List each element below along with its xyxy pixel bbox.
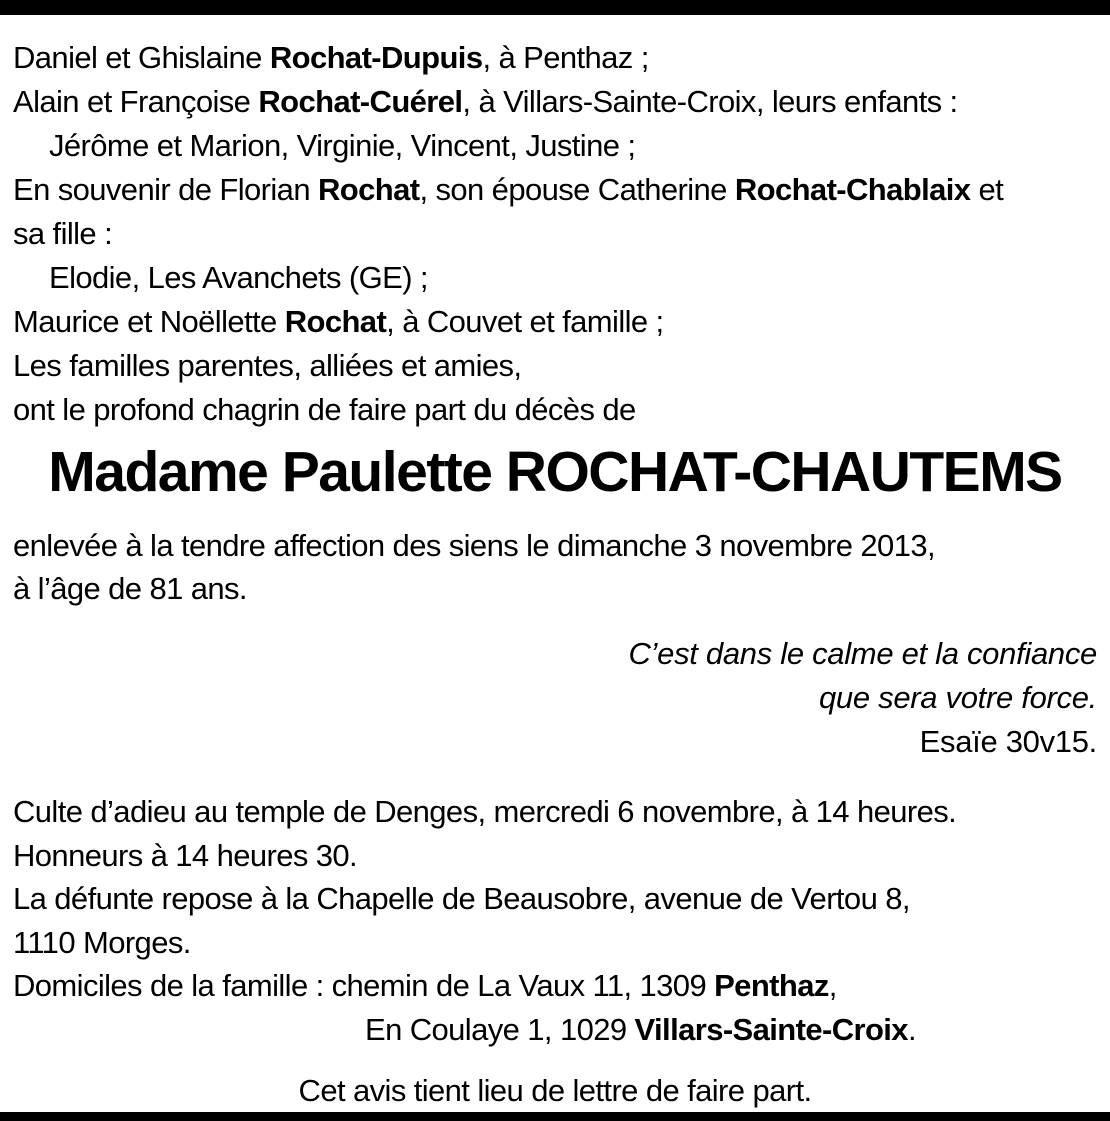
notice-content	[13, 15, 1097, 1113]
text-segment-bold: Rochat-Cuérel	[258, 84, 463, 119]
closing-line: Cet avis tient lieu de lettre de faire part.	[298, 1073, 812, 1108]
text-segment: , à Couvet et famille ;	[386, 304, 664, 339]
text-segment-bold: Rochat-Chablaix	[734, 172, 971, 207]
notice-line	[13, 36, 1097, 80]
text-segment: .	[907, 1011, 916, 1047]
text-segment: 1110 Morges.	[13, 924, 191, 960]
notice-line	[13, 964, 1097, 1008]
notice-line	[13, 632, 1097, 676]
verse-reference: Esaïe 30v15.	[919, 724, 1097, 759]
ceremony-details-lines	[13, 790, 1097, 1051]
text-segment: Maurice et Noëllette	[13, 304, 285, 339]
text-segment: , à Villars-Sainte-Croix, leurs enfants :	[462, 84, 958, 119]
notice-line	[13, 834, 1097, 878]
text-segment: à l’âge de 81 ans.	[13, 571, 247, 606]
text-segment: C’est dans le calme et la confiance	[628, 636, 1097, 671]
notice-line	[13, 524, 1097, 567]
notice-line	[13, 300, 1097, 344]
notice-line	[13, 1008, 1097, 1052]
text-segment: et	[970, 172, 1004, 207]
text-segment: , à Penthaz ;	[482, 40, 649, 75]
notice-line	[13, 256, 1097, 300]
notice-line	[13, 921, 1097, 965]
text-segment-bold: Villars-Sainte-Croix	[634, 1011, 908, 1047]
text-segment: En souvenir de Florian	[13, 172, 318, 207]
text-segment-bold: Rochat	[284, 304, 387, 339]
text-segment-bold: Penthaz	[714, 968, 829, 1003]
notice-line	[13, 790, 1097, 834]
text-segment: Alain et Françoise	[13, 84, 259, 119]
text-segment: ,	[828, 968, 837, 1003]
notice-line	[13, 877, 1097, 921]
text-segment: Elodie, Les Avanchets (GE) ;	[49, 260, 428, 295]
text-segment: En Coulaye 1, 1029	[365, 1011, 635, 1047]
text-segment: Les familles parentes, alliées et amies,	[13, 348, 522, 383]
text-segment: ont le profond chagrin de faire part du décès de	[13, 392, 636, 427]
notice-line	[13, 388, 1097, 432]
notice-line	[13, 124, 1097, 168]
text-segment: , son épouse Catherine	[419, 172, 735, 207]
deceased-name-title: Madame Paulette ROCHAT-CHAUTEMS	[48, 440, 1062, 504]
family-intro-lines	[13, 36, 1097, 432]
notice-line	[13, 168, 1097, 212]
text-segment: sa fille :	[13, 216, 113, 251]
death-announcement-lines	[13, 524, 1097, 610]
notice-line	[13, 344, 1097, 388]
text-segment-bold: Rochat-Dupuis	[269, 40, 483, 75]
verse-quote-lines	[13, 632, 1097, 720]
notice-line	[13, 212, 1097, 256]
bottom-divider-bar	[0, 1112, 1110, 1121]
text-segment: Jérôme et Marion, Virginie, Vincent, Justine ;	[49, 128, 636, 163]
bible-verse	[13, 632, 1097, 764]
notice-line	[13, 80, 1097, 124]
text-segment: La défunte repose à la Chapelle de Beausobre, avenue de Vertou 8,	[13, 881, 910, 916]
text-segment: Domiciles de la famille : chemin de La Vaux 11, 1309	[13, 968, 715, 1003]
text-segment: que sera votre force.	[818, 680, 1097, 715]
text-segment: Honneurs à 14 heures 30.	[13, 837, 358, 873]
text-segment: Culte d’adieu au temple de Denges, mercredi 6 novembre, à 14 heures.	[13, 794, 957, 829]
text-segment: enlevée à la tendre affection des siens le dimanche 3 novembre 2013,	[13, 528, 935, 563]
top-divider-bar	[0, 0, 1110, 15]
notice-line	[13, 567, 1097, 610]
text-segment: Daniel et Ghislaine	[13, 40, 270, 75]
notice-line	[13, 676, 1097, 720]
text-segment-bold: Rochat	[317, 172, 420, 207]
